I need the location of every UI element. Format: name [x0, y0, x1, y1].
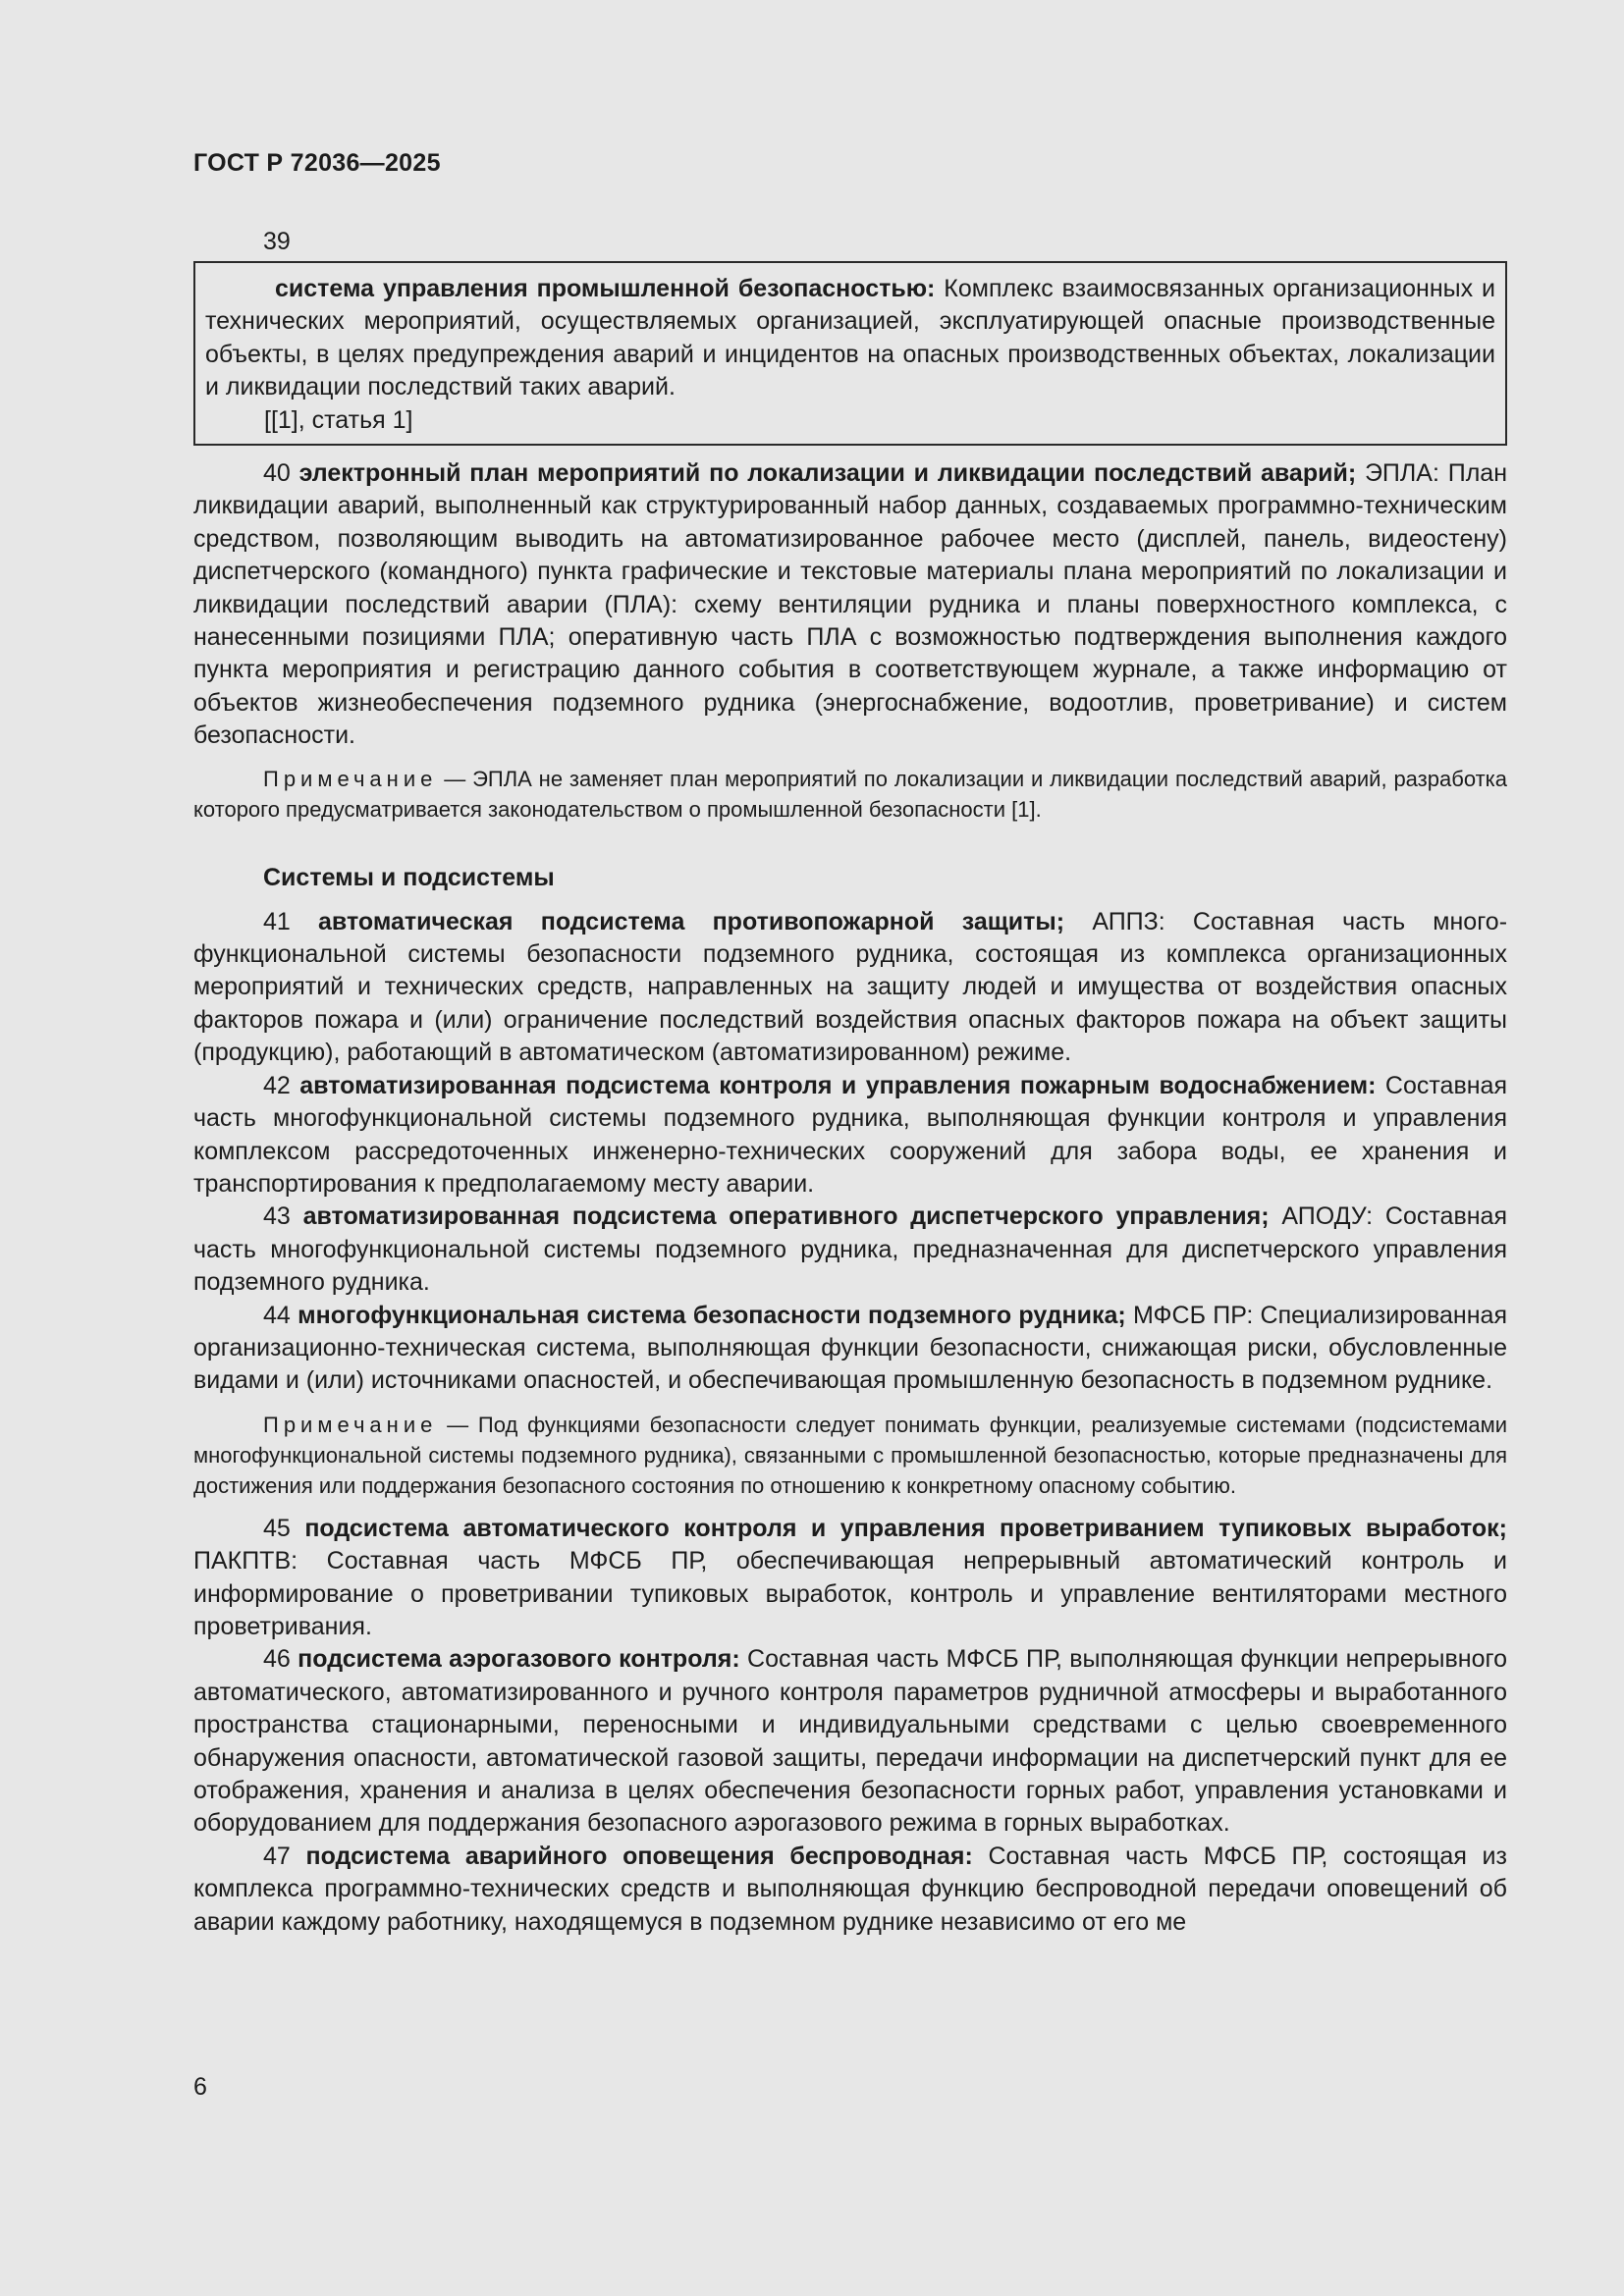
term-43-number: 43 — [263, 1202, 303, 1231]
term-40-title: электронный план мероприятий по локализации и ликвидации последствий аварий; — [298, 459, 1357, 487]
term-46-definition: Составная часть МФСБ ПР, выполняющая функции непрерывного автоматического, автоматизированного и ручного контроля параметров рудничной атмосферы и выработанного пространства стационарными, переносными и индивидуальными средствами с целью своевременного обнаружения опасности, автоматической газовой защиты, передачи информации на диспетчерский пункт для ее отображения, хранения и анализа в целях обеспечения безопасности горных работ, управления установками и оборудованием для поддержания безопасного аэрогазового режима в горных выработках. — [193, 1645, 1507, 1838]
note-2-text: Под функциями безопасности следует понимать функции, реализуемые системами (подсистемами многофункциональной системы подземного рудника), связанными с промышленной безопасностью, которые предназначены для достижения или поддержания безопасного состояния по отношению к конкретному опасному событию. — [193, 1412, 1507, 1498]
term-41-title: автоматическая подсистема противопожарной защиты; — [318, 907, 1065, 935]
term-40-number: 40 — [263, 459, 299, 487]
term-42-title: автоматизированная подсистема контроля и управления пожарным водоснабжением: — [299, 1071, 1377, 1099]
term-46-number: 46 — [263, 1645, 298, 1674]
term-46-title: подсистема аэрогазового контроля: — [298, 1645, 740, 1674]
note-1-text: ЭПЛА не заменяет план мероприятий по локализации и ликвидации последствий аварий, разработка которого предусматривается законодательством о промышленной безопасности [1]. — [193, 766, 1507, 822]
document-body — [193, 457, 1507, 1939]
term-43-title: автоматизированная подсистема оперативного диспетчерского управления; — [302, 1202, 1270, 1231]
term-45-definition: ПАКПТВ: Составная часть МФСБ ПР, обеспечивающая непрерывный автоматический контроль и информирование о проветривании тупиковых выработок, контроль и управление вентиляторами местного проветривания. — [193, 1547, 1507, 1640]
term-42-number: 42 — [263, 1071, 300, 1099]
term-41-definition: АППЗ: Составная часть многофункциональной системы безопасности подземного рудника, состоящая из комплекса организационных мероприятий и технических средств, направленных на защиту людей и имущества от воздействия опасных факторов пожара и (или) ограничение последствий воздействия опасных факторов пожара на объект защиты (продукцию), работающий в автоматическом (автоматизированном) режиме. — [193, 907, 1508, 1067]
term-47-title: подсистема аварийного оповещения беспроводная: — [305, 1842, 973, 1870]
term-43-definition: АПОДУ: Составная часть многофункциональной системы подземного рудника, предназначенная для диспетчерского управления подземного рудника. — [193, 1202, 1507, 1297]
term-40-definition: ЭПЛА: План ликвидации аварий, выполненный как структурированный набор данных, создаваемых программно-техническим средством, позволяющим выводить на автоматизированное рабочее место (дисплей, панель, видеостену) диспетчерского (командного) пункта графические и текстовые материалы плана мероприятий по локализации и ликвидации последствий аварии (ПЛА): схему вентиляции рудника и планы поверхностного комплекса, с нанесенными позициями ПЛА; оперативную часть ПЛА с возможностью подтверждения выполнения каждого пункта мероприятия и регистрацию данного события в соответствующем журнале, а также информацию от объектов жизнеобеспечения подземного рудника (энергоснабжение, водоотлив, проветривание) и систем безопасности. — [193, 459, 1507, 750]
term-47-definition: Составная часть МФСБ ПР, состоящая из комплекса программно-технических средств и выполняющая функцию беспроводной передачи оповещений об аварии каждому работнику, находящемуся в подземном руднике независимо от его ме — [193, 1842, 1507, 1936]
note-2-dash: — — [437, 1412, 478, 1437]
note-1-label: Примечание — [263, 766, 438, 791]
term-43-paragraph — [193, 1201, 1507, 1299]
term-44-title: многофункциональная система безопасности подземного рудника; — [298, 1301, 1126, 1329]
term-42-paragraph — [193, 1070, 1507, 1201]
document-header: ГОСТ Р 72036—2025 — [193, 149, 441, 177]
note-2-label: Примечание — [263, 1412, 438, 1437]
term-41-number: 41 — [263, 907, 319, 935]
term-39-source: [[1], статья 1] — [264, 405, 413, 434]
term-44-definition: МФСБ ПР: Специализированная организационно-техническая система, выполняющая функции безопасности, снижающая риски, обусловленные видами и (или) источниками опасностей, и обеспечивающая промышленную безопасность в подземном руднике. — [193, 1301, 1507, 1395]
note-1-dash: — — [437, 766, 473, 791]
note-1 — [193, 764, 1507, 825]
term-41-paragraph — [193, 906, 1507, 1070]
term-39-definition: Комплекс взаимосвязанных организационных и технических мероприятий, осуществляемых организацией, эксплуатирующей опасные производственные объекты, в целях предупреждения аварий и инцидентов на опасных производственных объектах, локализации и ликвидации последствий таких аварий. — [205, 275, 1496, 401]
page-number: 6 — [193, 2073, 207, 2101]
note-2 — [193, 1410, 1507, 1501]
term-39-paragraph — [205, 273, 1495, 404]
term-47-number: 47 — [263, 1842, 306, 1870]
term-46-paragraph — [193, 1643, 1507, 1840]
term-40-paragraph — [193, 457, 1507, 753]
term-47-paragraph — [193, 1841, 1507, 1939]
term-45-title: подсистема автоматического контроля и управления проветриванием тупиковых выработок; — [304, 1514, 1507, 1542]
term-44-number: 44 — [263, 1301, 298, 1329]
section-heading: Системы и подсистемы — [263, 863, 555, 891]
term-45-number: 45 — [263, 1514, 305, 1542]
term-42-definition: Составная часть многофункциональной системы подземного рудника, выполняющая функции контроля и управления комплексом рассредоточенных инженерно-технических сооружений для забора воды, ее хранения и транспортирования к предполагаемому месту аварии. — [193, 1071, 1507, 1198]
term-45-paragraph — [193, 1513, 1507, 1644]
term-44-paragraph — [193, 1300, 1507, 1398]
term-39-box — [193, 261, 1507, 446]
term-39-number: 39 — [263, 228, 291, 255]
term-39-title: система управления промышленной безопасностью: — [275, 275, 936, 302]
